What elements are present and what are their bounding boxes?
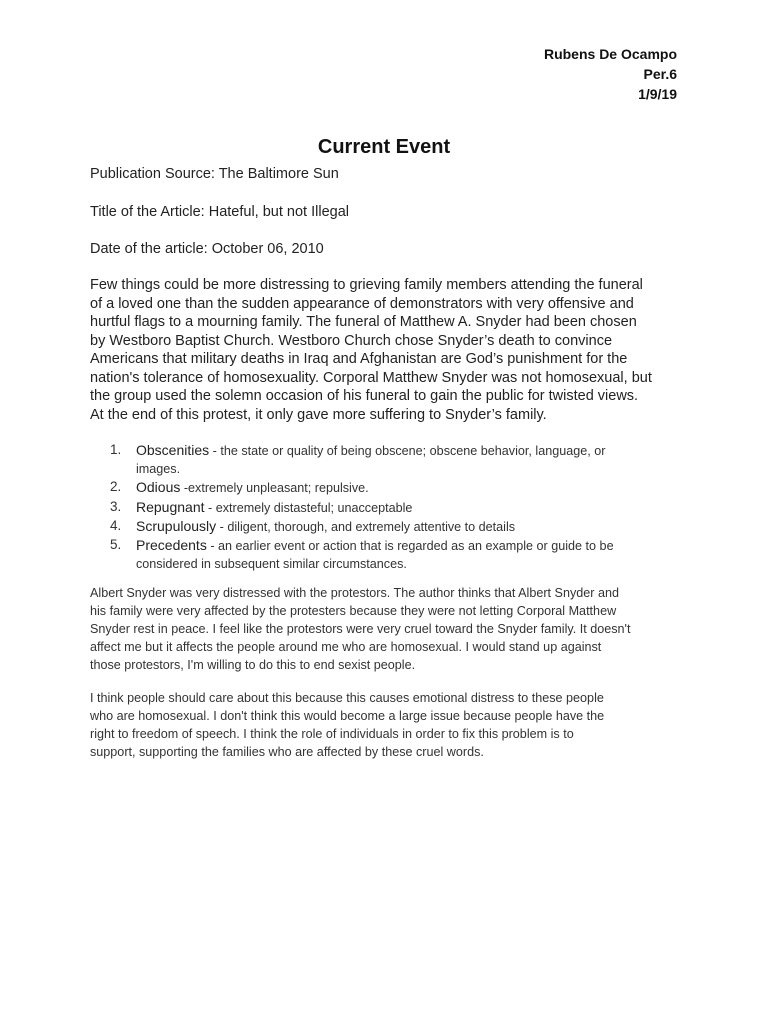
vocab-definition: -extremely unpleasant; repulsive. <box>180 481 369 496</box>
vocab-number: 3. <box>110 498 122 514</box>
vocab-number: 5. <box>110 537 122 553</box>
vocab-number: 2. <box>110 479 122 495</box>
response-line: affect me but it affects the people around me who are homosexual. I would stand up against <box>90 640 602 654</box>
opinion-line: support, supporting the families who are affected by these cruel words. <box>90 745 484 759</box>
summary-line: the group used the solemn occasion of his funeral to gain the public for twisted views. <box>90 388 639 404</box>
response-line: Albert Snyder was very distressed with the protestors. The author thinks that Albert Snyder and <box>90 586 619 600</box>
response-line: Snyder rest in peace. I feel like the protestors were very cruel toward the Snyder family. It doesn't <box>90 622 631 636</box>
opinion-line: I think people should care about this because this causes emotional distress to these people <box>90 691 604 705</box>
author-name: Rubens De Ocampo <box>543 46 677 62</box>
vocab-term: Obscenities <box>136 442 210 458</box>
opinion-paragraph <box>90 689 682 761</box>
author-header <box>544 44 677 104</box>
vocab-number: 4. <box>110 517 122 533</box>
vocab-number: 1. <box>110 442 122 457</box>
response-paragraph <box>90 584 682 674</box>
vocab-definition-continued: images. <box>136 462 181 477</box>
vocab-item <box>90 517 682 536</box>
vocabulary-list <box>90 441 682 573</box>
opinion-line: who are homosexual. I don't think this would become a large issue because people have the <box>90 709 605 723</box>
vocab-term: Repugnant <box>136 498 205 515</box>
vocab-definition: - extremely distasteful; unacceptable <box>204 500 413 515</box>
vocab-item <box>90 441 682 478</box>
vocab-term: Odious <box>136 479 181 496</box>
vocab-definition-continued: considered in subsequent similar circumstances. <box>136 557 407 572</box>
article-date: Date of the article: October 06, 2010 <box>90 241 324 257</box>
vocab-term: Precedents <box>136 537 207 554</box>
vocab-item <box>90 478 682 497</box>
vocab-item <box>90 536 682 573</box>
vocab-item <box>90 498 682 517</box>
summary-line: of a loved one than the sudden appearance of demonstrators with very offensive and <box>90 295 634 312</box>
summary-line: At the end of this protest, it only gave more suffering to Snyder’s family. <box>90 406 547 423</box>
vocab-term: Scrupulously <box>136 517 217 534</box>
class-period: Per.6 <box>643 66 677 82</box>
vocab-definition: - the state or quality of being obscene; obscene behavior, language, or <box>209 444 606 458</box>
publication-source: Publication Source: The Baltimore Sun <box>90 166 339 182</box>
document-title: Current Event <box>317 136 451 158</box>
summary-paragraph <box>90 276 682 424</box>
summary-line: nation's tolerance of homosexuality. Corporal Matthew Snyder was not homosexual, but <box>90 369 652 386</box>
summary-line: by Westboro Baptist Church. Westboro Church chose Snyder’s death to convince <box>90 332 613 349</box>
opinion-line: right to freedom of speech. I think the role of individuals in order to fix this problem is to <box>90 727 574 741</box>
response-line: those protestors, I'm willing to do this to end sexist people. <box>90 658 416 672</box>
summary-line: Americans that military deaths in Iraq and Afghanistan are God’s punishment for the <box>90 351 628 367</box>
vocab-definition: - an earlier event or action that is regarded as an example or guide to be <box>206 539 614 554</box>
response-line: his family were very affected by the protesters because they were not letting Corporal Matthew <box>90 604 617 618</box>
summary-line: hurtful flags to a mourning family. The funeral of Matthew A. Snyder had been chosen <box>90 314 637 330</box>
article-title: Title of the Article: Hateful, but not Illegal <box>90 204 349 220</box>
summary-line: Few things could be more distressing to grieving family members attending the funeral <box>90 277 643 293</box>
vocab-definition: - diligent, thorough, and extremely attentive to details <box>216 519 516 534</box>
submission-date: 1/9/19 <box>638 86 677 102</box>
